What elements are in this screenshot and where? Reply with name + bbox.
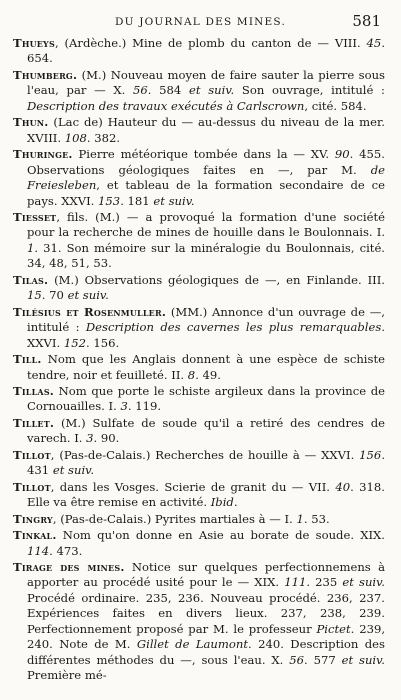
entry-text: (Lac de) Hauteur du — au-dessus du niveau de la mer. XVIII.	[27, 115, 385, 145]
entry-italic-text: 15	[27, 288, 42, 303]
entry-italic-text: et suiv.	[52, 463, 95, 478]
index-entry	[13, 512, 385, 527]
entry-headword: Tillot	[13, 479, 51, 494]
entry-text: , et tableau de la formation secondaire de ce pays. XXVI.	[27, 178, 385, 208]
entry-headword: Thun.	[13, 115, 49, 130]
entry-headword: Thuringe.	[13, 147, 73, 162]
entry-italic-text: 56	[133, 83, 148, 98]
entry-italic-text: 1	[296, 511, 304, 526]
entry-italic-text: 111	[284, 575, 307, 590]
entry-text: . 53.	[303, 511, 330, 526]
entry-text: . 318. Elle va être remise en activité.	[27, 479, 385, 510]
entry-text: , cité. 584.	[304, 98, 367, 113]
entry-text: . 31. Son mémoire sur la minéralogie du Boulonnais, cité. 34, 48, 51, 53.	[27, 240, 385, 271]
entry-text: . 382.	[86, 130, 121, 145]
entry-text: Première mé-	[27, 668, 107, 683]
entry-headword: Tillot	[13, 447, 51, 462]
entry-text: . 455. Observations géologiques faites en —, par M.	[27, 147, 385, 177]
running-header	[0, 12, 401, 34]
entry-italic-text: Gillet de Laumont	[136, 637, 249, 652]
entry-italic-text: 56	[289, 652, 304, 667]
entry-italic-text: et suiv.	[67, 288, 109, 303]
index-entry	[13, 416, 385, 447]
index-entry	[13, 448, 385, 479]
entry-italic-text: 152	[63, 335, 86, 350]
entry-text: . 90.	[93, 431, 120, 446]
index-entry	[13, 480, 385, 511]
entry-headword: Tillet.	[13, 415, 55, 430]
entry-italic-text: Ibid.	[210, 495, 238, 510]
entry-text: . XXVI.	[27, 320, 385, 350]
entry-italic-text: et suiv.	[341, 652, 385, 667]
entry-text: , (Pas-de-Calais.) Recherches de houille à — XXVI.	[50, 447, 360, 462]
entry-text: , (Pas-de-Calais.) Pyrites martiales à — I.	[52, 511, 297, 526]
entry-italic-text: 8	[187, 367, 196, 382]
index-entry	[13, 352, 385, 383]
entry-text: . 156.	[85, 335, 120, 350]
running-title: DU JOURNAL DES MINES.	[115, 16, 286, 28]
entry-text: . 654.	[27, 36, 385, 66]
entry-text: . 584	[147, 83, 190, 98]
entry-italic-text: Description des travaux exécutés à Carlscrown	[27, 98, 305, 113]
entry-italic-text: 156	[359, 447, 382, 462]
entry-text: . 70	[41, 288, 68, 303]
entry-italic-text: Description des cavernes les plus remarquables	[85, 320, 382, 335]
entry-text: . 239, 240. Note de M.	[27, 621, 386, 652]
page-number: 581	[352, 12, 381, 30]
entry-text: Nom que les Anglais donnent à une espèce de schiste tendre, noir et feuilleté. II.	[27, 352, 385, 382]
entry-italic-text: et suiv.	[342, 575, 385, 590]
entry-italic-text: 1	[27, 240, 35, 255]
index-entries	[13, 36, 385, 685]
entry-italic-text: 40	[335, 479, 351, 494]
entry-headword: Thueys	[13, 36, 55, 50]
entry-italic-text: 153	[98, 193, 121, 208]
index-entry	[13, 68, 385, 114]
entry-text: . 181	[120, 193, 154, 208]
entry-headword: Tilas.	[13, 272, 49, 287]
entry-italic-text: 114	[27, 543, 50, 558]
entry-text: (MM.) Annonce d'un ouvrage de —, intitulé :	[27, 304, 385, 335]
entry-text: , (Ardèche.) Mine de plomb du canton de — VIII.	[54, 36, 367, 50]
entry-italic-text: et suiv.	[189, 83, 235, 98]
entry-text: Son ouvrage, intitulé :	[234, 83, 385, 98]
entry-text: , fils. (M.) — a provoqué la formation d'une société pour la recherche de mines de houille dans le Boulonnais. I.	[27, 209, 385, 240]
entry-italic-text: 90	[334, 147, 350, 162]
entry-headword: Thumberg.	[13, 67, 78, 82]
index-entry	[13, 273, 385, 304]
entry-headword: Tilésius et Rosenmuller.	[13, 304, 167, 319]
entry-text: Pierre météorique tombée dans la — XV.	[72, 147, 335, 162]
entry-italic-text: 108	[64, 130, 87, 145]
entry-italic-text: 3	[86, 431, 94, 446]
entry-headword: Tinkal.	[13, 528, 57, 543]
index-entry	[13, 384, 385, 415]
entry-headword: Tirage des mines.	[13, 559, 125, 574]
entry-headword: Tiesset	[13, 209, 57, 224]
entry-text: . 235	[306, 575, 343, 590]
entry-text: , dans les Vosges. Scierie de granit du — VII.	[50, 479, 336, 494]
entry-italic-text: Pictet	[316, 621, 351, 636]
entry-italic-text: de Freiesleben	[27, 162, 385, 193]
index-entry	[13, 210, 385, 272]
entry-text: . 577	[304, 652, 342, 667]
index-entry	[13, 560, 385, 684]
entry-text: . 431	[27, 447, 385, 478]
entry-text: (M.) Sulfate de soude qu'il a retiré des cendres de varech. I.	[27, 415, 385, 446]
entry-text: Nom que porte le schiste argileux dans la province de Cornouailles. I.	[27, 383, 385, 414]
entry-text: . 49.	[195, 367, 221, 382]
entry-italic-text: et suiv.	[153, 193, 195, 208]
entry-text: Notice sur quelques perfectionnemens à apporter au procédé usité pour le — XIX.	[27, 559, 385, 590]
index-entry	[13, 36, 385, 67]
entry-italic-text: 45	[366, 36, 382, 50]
index-entry	[13, 147, 385, 209]
index-entry	[13, 305, 385, 351]
entry-text: . 473.	[49, 543, 83, 558]
entry-headword: Tillas.	[13, 383, 55, 398]
entry-text: . 119.	[127, 399, 162, 414]
entry-text: Procédé ordinaire. 235, 236. Nouveau procédé. 236, 237. Expériences faites en divers lieux. 237, 238, 239. Perfectionnement proposé par M. le professeur	[27, 590, 385, 636]
index-entry	[13, 115, 385, 146]
entry-headword: Tingry	[13, 511, 53, 526]
entry-text: Nom qu'on donne en Asie au borate de soude. XIX.	[56, 528, 385, 543]
entry-text: . 240. Description des différentes méthodes du —, sous l'eau. X.	[27, 637, 385, 667]
entry-text: (M.) Nouveau moyen de faire sauter la pierre sous l'eau, par — X.	[27, 67, 385, 98]
index-entry	[13, 528, 385, 559]
entry-italic-text: 3	[120, 399, 128, 414]
entry-text: (M.) Observations géologiques de —, en Finlande. III.	[48, 272, 385, 287]
entry-headword: Till.	[13, 352, 42, 367]
